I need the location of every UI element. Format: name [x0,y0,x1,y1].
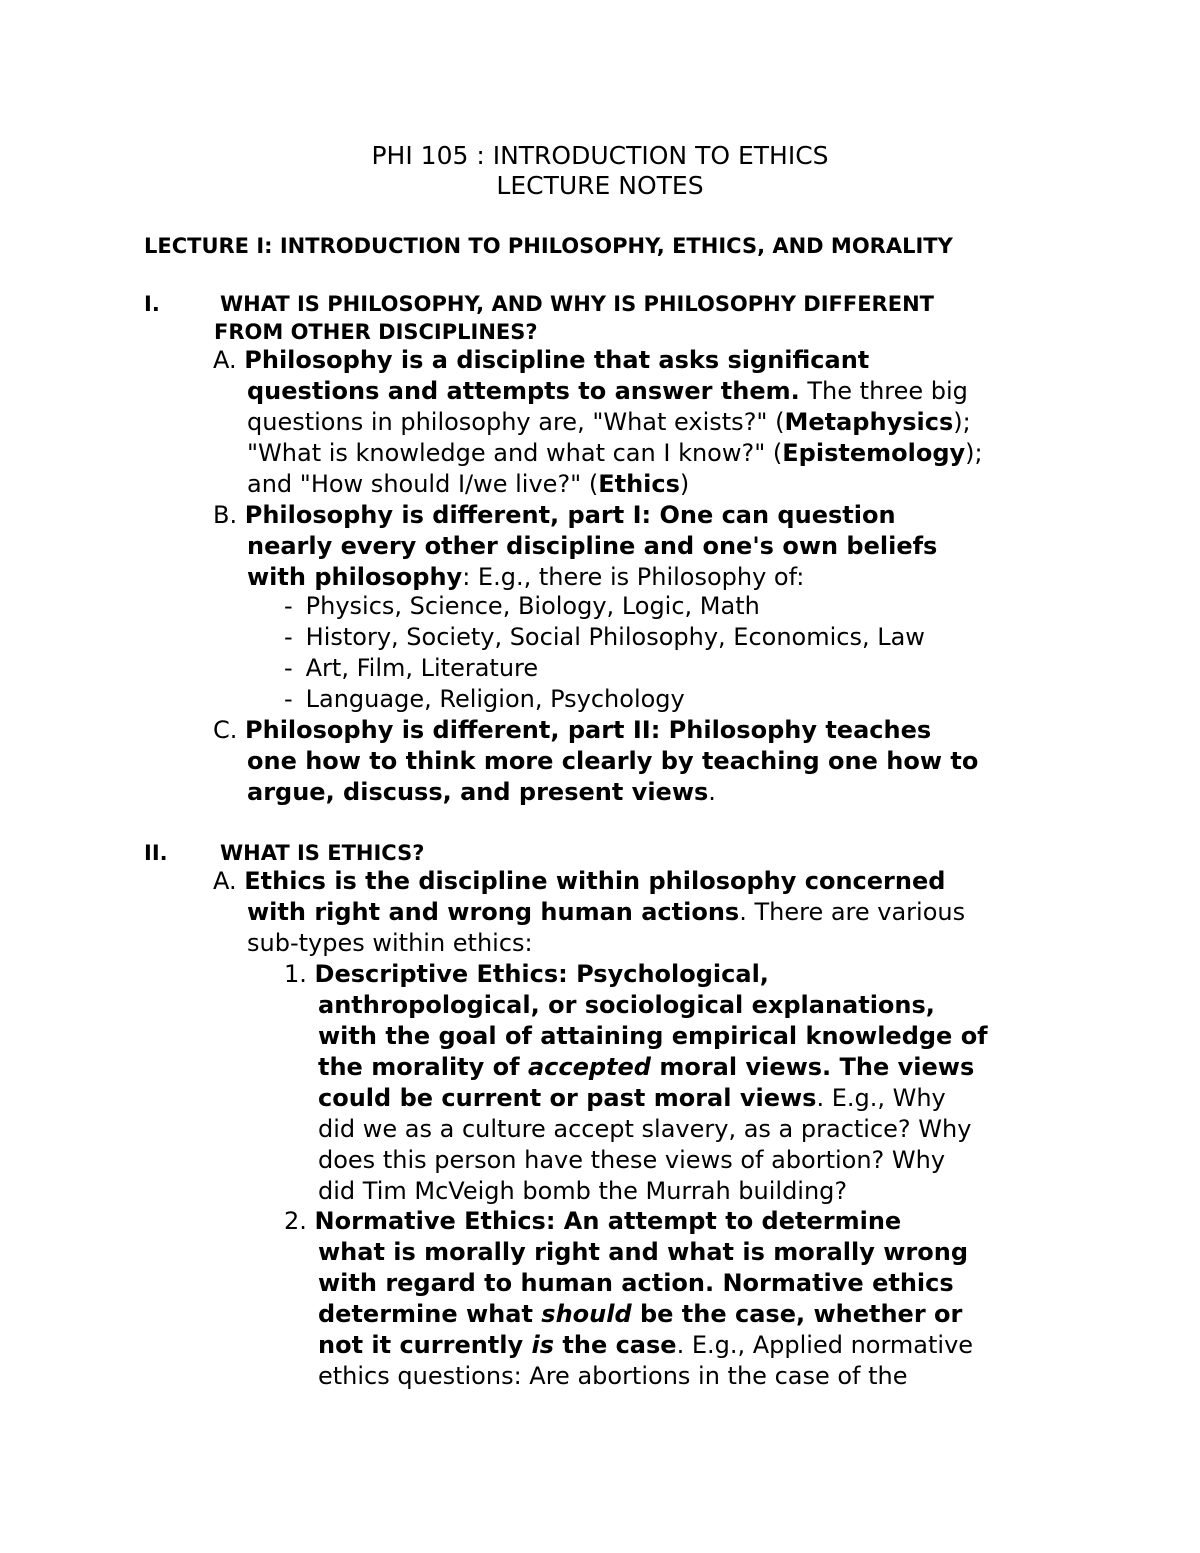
list-item: - Language, Religion, Psychology [284,685,685,713]
numbered-item-1-line3: with the goal of attaining empirical knowledge of [318,1022,988,1050]
lecture-heading: LECTURE I: INTRODUCTION TO PHILOSOPHY, ETHICS, AND MORALITY [144,234,953,258]
document-subtitle: LECTURE NOTES [496,171,704,200]
section-1-numeral: I. [144,292,160,316]
item-1a-line3: questions in philosophy are, "What exists?" (Metaphysics); [247,408,971,436]
item-2a-line2: with right and wrong human actions. There are various [247,898,966,926]
numbered-item-2-line5: not it currently is the case. E.g., Applied normative [318,1331,974,1359]
document-title: PHI 105 : INTRODUCTION TO ETHICS [371,141,829,170]
numbered-item-2-line6: ethics questions: Are abortions in the case of the [318,1362,908,1390]
list-item: - History, Society, Social Philosophy, Economics, Law [284,623,925,651]
item-1c-line3: argue, discuss, and present views. [247,778,716,806]
list-item: - Physics, Science, Biology, Logic, Math [284,592,760,620]
numbered-item-1-line5: could be current or past moral views. E.g., Why [318,1084,946,1112]
item-1a-line5: and "How should I/we live?" (Ethics) [247,470,690,498]
numbered-item-1-line2: anthropological, or sociological explanations, [318,991,935,1019]
item-1b-line2: nearly every other discipline and one's own beliefs [247,532,938,560]
item-2a: A. Ethics is the discipline within philosophy concerned [213,867,946,895]
item-1a: A. Philosophy is a discipline that asks significant [213,346,870,374]
numbered-item-2-line4: determine what should be the case, whether or [318,1300,963,1328]
item-1b-line3: with philosophy: E.g., there is Philosophy of: [247,563,805,591]
numbered-item-1-line8: did Tim McVeigh bomb the Murrah building? [318,1177,848,1205]
item-1b: B. Philosophy is different, part I: One can question [213,501,896,529]
numbered-item-2-line3: with regard to human action. Normative ethics [318,1269,954,1297]
item-2a-line3: sub-types within ethics: [247,929,533,957]
numbered-item-2-line2: what is morally right and what is morally wrong [318,1238,968,1266]
section-1-heading-line1: WHAT IS PHILOSOPHY, AND WHY IS PHILOSOPHY DIFFERENT [220,292,934,316]
section-2-heading: WHAT IS ETHICS? [220,841,425,865]
numbered-item-1: 1. Descriptive Ethics: Psychological, [284,960,769,988]
numbered-item-1-line6: did we as a culture accept slavery, as a practice? Why [318,1115,972,1143]
item-1a-line2: questions and attempts to answer them. The three big [247,377,968,405]
numbered-item-1-line4: the morality of accepted moral views. The views [318,1053,975,1081]
numbered-item-2: 2. Normative Ethics: An attempt to determine [284,1207,902,1235]
section-1-heading-line2: FROM OTHER DISCIPLINES? [214,320,538,344]
numbered-item-1-line7: does this person have these views of abortion? Why [318,1146,946,1174]
item-1c: C. Philosophy is different, part II: Philosophy teaches [213,716,932,744]
item-1c-line2: one how to think more clearly by teaching one how to [247,747,979,775]
section-2-numeral: II. [144,841,168,865]
list-item: - Art, Film, Literature [284,654,539,682]
item-1a-line4: "What is knowledge and what can I know?" (Epistemology); [247,439,983,467]
